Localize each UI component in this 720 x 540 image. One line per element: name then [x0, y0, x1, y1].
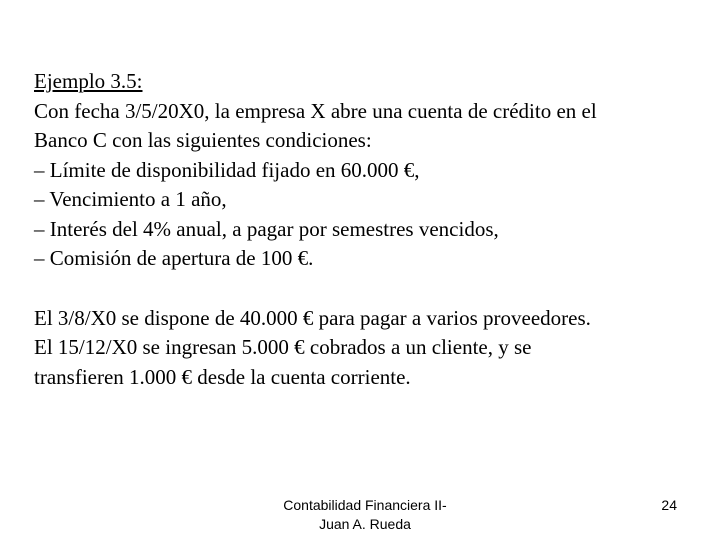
slide-footer: [245, 496, 485, 534]
paragraph-gap: [34, 274, 704, 304]
transaction-line: El 15/12/X0 se ingresan 5.000 € cobrados a un cliente, y se: [34, 335, 532, 359]
transaction-line: El 3/8/X0 se dispone de 40.000 € para pagar a varios proveedores.: [34, 305, 591, 330]
footer-course: Contabilidad Financiera II-: [283, 497, 447, 513]
example-title: Ejemplo 3.5:: [34, 69, 143, 93]
condition-item-limit: – Límite de disponibilidad fijado en 60.000 €,: [34, 157, 420, 182]
condition-item-interest: – Interés del 4% anual, a pagar por semestres vencidos,: [34, 216, 499, 241]
slide-body: [34, 67, 704, 392]
page-number: 24: [661, 497, 677, 513]
condition-item-commission: – Comisión de apertura de 100 €.: [34, 246, 314, 270]
footer-author: Juan A. Rueda: [319, 516, 411, 532]
condition-item-maturity: – Vencimiento a 1 año,: [34, 187, 227, 211]
body-line: Banco C con las siguientes condiciones:: [34, 128, 372, 152]
body-line: Con fecha 3/5/20X0, la empresa X abre una cuenta de crédito en el: [34, 98, 597, 123]
transaction-line: transfieren 1.000 € desde la cuenta corriente.: [34, 364, 411, 389]
